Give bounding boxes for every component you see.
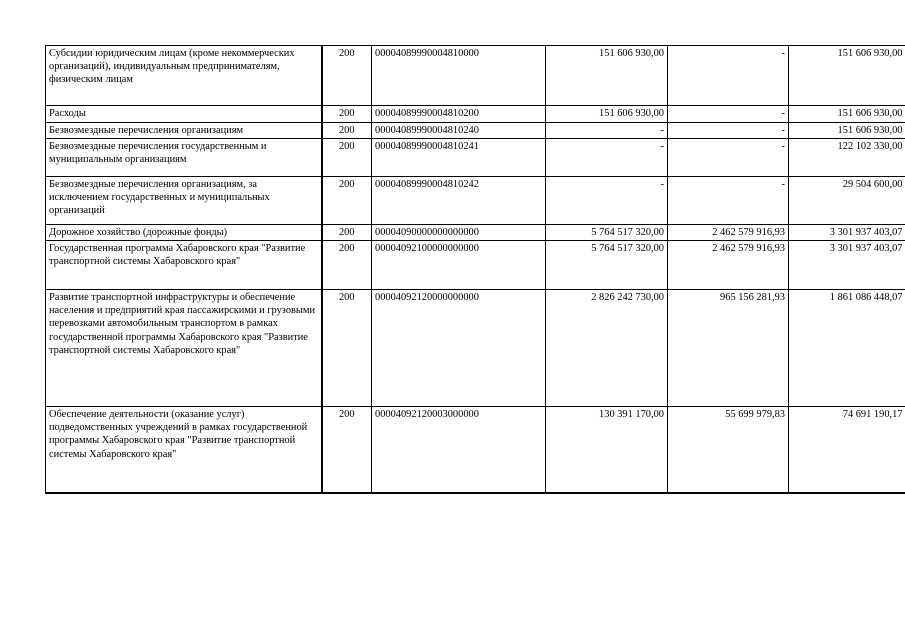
row-name: Расходы: [46, 106, 322, 123]
row-approved: 151 606 930,00: [546, 46, 668, 106]
row-executed: -: [668, 139, 789, 177]
row-name: Субсидии юридическим лицам (кроме некоммерческих организаций), индивидуальным предпринимателям, физическим лицам: [46, 46, 322, 106]
row-approved: -: [546, 177, 668, 225]
row-kbk: 00004092120003000000: [372, 407, 546, 493]
row-kbk: 00004092120000000000: [372, 290, 546, 407]
table-row: [46, 139, 905, 177]
budget-execution-table: [45, 45, 905, 494]
row-approved: 151 606 930,00: [546, 106, 668, 123]
row-approved: -: [546, 139, 668, 177]
row-code: 200: [322, 407, 372, 493]
row-executed: 965 156 281,93: [668, 290, 789, 407]
row-remaining: 151 606 930,00: [789, 106, 905, 123]
row-remaining: 1 861 086 448,07: [789, 290, 905, 407]
row-remaining: 122 102 330,00: [789, 139, 905, 177]
row-name: Государственная программа Хабаровского края "Развитие транспортной системы Хабаровского края": [46, 241, 322, 290]
row-code: 200: [322, 177, 372, 225]
row-name: Развитие транспортной инфраструктуры и обеспечение населения и предприятий края пассажирскими и грузовыми перевозками автомобильным транспортом в рамках государственной программы Хабаровского края "Развитие транспортной системы Хабаровского края": [46, 290, 322, 407]
row-code: 200: [322, 46, 372, 106]
row-kbk: 00004089990004810241: [372, 139, 546, 177]
table-row: [46, 177, 905, 225]
table-row: [46, 46, 905, 106]
table-row: [46, 241, 905, 290]
row-kbk: 00004089990004810000: [372, 46, 546, 106]
table-row: [46, 225, 905, 241]
table-row: [46, 123, 905, 139]
row-remaining: 151 606 930,00: [789, 123, 905, 139]
row-name: Дорожное хозяйство (дорожные фонды): [46, 225, 322, 241]
row-kbk: 00004089990004810200: [372, 106, 546, 123]
row-executed: 55 699 979,83: [668, 407, 789, 493]
row-kbk: 00004090000000000000: [372, 225, 546, 241]
table-row: [46, 290, 905, 407]
row-name: Обеспечение деятельности (оказание услуг) подведомственных учреждений в рамках государственной программы Хабаровского края "Развитие транспортной системы Хабаровского края": [46, 407, 322, 493]
row-executed: -: [668, 106, 789, 123]
row-executed: 2 462 579 916,93: [668, 241, 789, 290]
row-name: Безвозмездные перечисления государственным и муниципальным организациям: [46, 139, 322, 177]
row-approved: 5 764 517 320,00: [546, 225, 668, 241]
row-executed: -: [668, 177, 789, 225]
row-code: 200: [322, 225, 372, 241]
row-code: 200: [322, 139, 372, 177]
row-remaining: 3 301 937 403,07: [789, 225, 905, 241]
row-code: 200: [322, 123, 372, 139]
table-row: [46, 407, 905, 493]
table-row: [46, 106, 905, 123]
row-kbk: 00004089990004810242: [372, 177, 546, 225]
row-approved: -: [546, 123, 668, 139]
row-name: Безвозмездные перечисления организациям, за исключением государственных и муниципальных организаций: [46, 177, 322, 225]
row-executed: -: [668, 123, 789, 139]
row-remaining: 3 301 937 403,07: [789, 241, 905, 290]
row-approved: 130 391 170,00: [546, 407, 668, 493]
row-executed: -: [668, 46, 789, 106]
row-code: 200: [322, 241, 372, 290]
row-approved: 2 826 242 730,00: [546, 290, 668, 407]
row-remaining: 29 504 600,00: [789, 177, 905, 225]
row-remaining: 151 606 930,00: [789, 46, 905, 106]
row-name: Безвозмездные перечисления организациям: [46, 123, 322, 139]
row-executed: 2 462 579 916,93: [668, 225, 789, 241]
row-code: 200: [322, 290, 372, 407]
row-remaining: 74 691 190,17: [789, 407, 905, 493]
row-kbk: 00004089990004810240: [372, 123, 546, 139]
row-approved: 5 764 517 320,00: [546, 241, 668, 290]
row-code: 200: [322, 106, 372, 123]
row-kbk: 00004092100000000000: [372, 241, 546, 290]
